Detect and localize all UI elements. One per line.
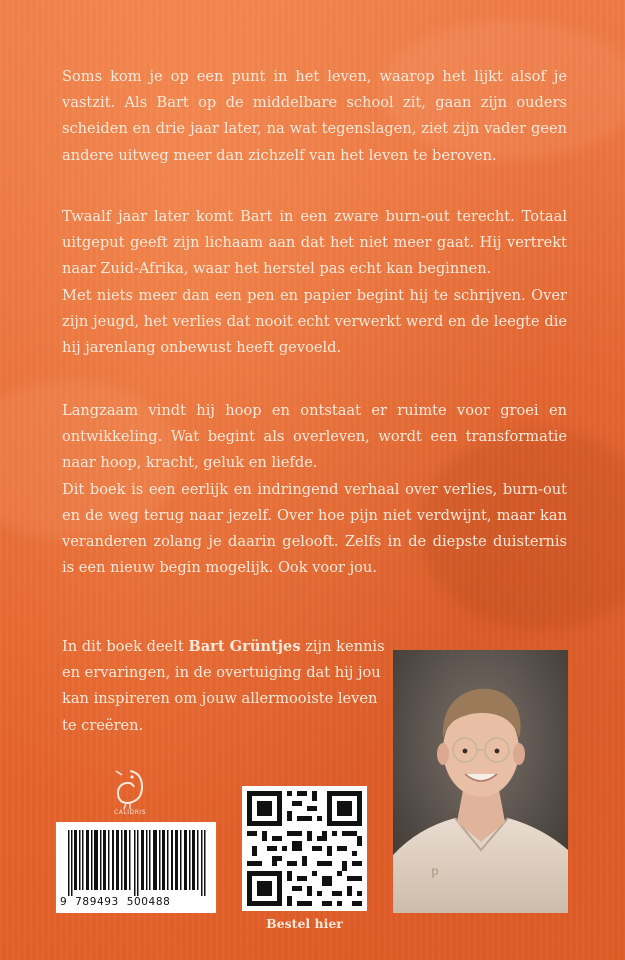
blurb-paragraph-2: Twaalf jaar later komt Bart in een zware burn-out terecht. Totaal uitgeput geeft zijn lichaam aan dat het niet meer gaat. Hij vertrekt naar Zuid-Afrika, waar het herstel pas echt kan beginnen. [62,208,567,278]
isbn-barcode [56,822,216,913]
blurb-paragraph-5: Dit boek is een eerlijk en indringend verhaal over verlies, burn-out en de weg terug naar jezelf. Over hoe pijn niet verdwijnt, maar kan veranderen zolang je daarin gelooft. Zelfs in de diepste duisternis is een nieuw begin mogelijk. Ook voor jou. [62,480,567,577]
blurb-paragraph-1: Soms kom je op een punt in het leven, waarop het lijkt alsof je vastzit. Als Bart op de middelbare school zit, gaan zijn ouders scheiden en drie jaar later, na wat tegenslagen, ziet zijn vader geen andere uitweg meer dan zichzelf van het leven te beroven. [62,68,567,164]
blurb-paragraph-3: Met niets meer dan een pen en papier begint hij te schrijven. Over zijn jeugd, het verlies dat nooit echt verwerkt werd en de leegte die hij jarenlang onbewust heeft gevoeld. [62,286,567,357]
publisher-name: CALIDRIS [114,809,146,816]
author-name: Bart Grüntjes [188,638,301,655]
author-photo [393,650,568,913]
qr-code-icon [242,786,367,911]
author-portrait-illustration [393,650,568,913]
calidris-bird-logo-icon [112,767,148,811]
blurb-section-1 [62,64,567,169]
barcode-bars-icon [68,830,206,896]
qr-code[interactable] [242,786,367,911]
qr-caption: Bestel hier [266,916,343,931]
blurb-section-3 [62,398,567,581]
author-intro-after: zijn kennis en ervaringen, in de overtuiging dat hij jou kan inspireren om jouw allermooiste leven te creëren. [62,638,385,734]
isbn-digits: 9 789493 500488 [60,896,171,908]
blurb-section-2 [62,204,567,361]
blurb-paragraph-4: Langzaam vindt hij hoop en ontstaat er ruimte voor groei en ontwikkeling. Wat begint als overleven, wordt een transformatie naar hoop, kracht, geluk en liefde. [62,402,567,472]
author-intro [62,634,392,739]
author-intro-before: In dit boek deelt [62,638,189,655]
svg-text:p: p [431,864,439,878]
